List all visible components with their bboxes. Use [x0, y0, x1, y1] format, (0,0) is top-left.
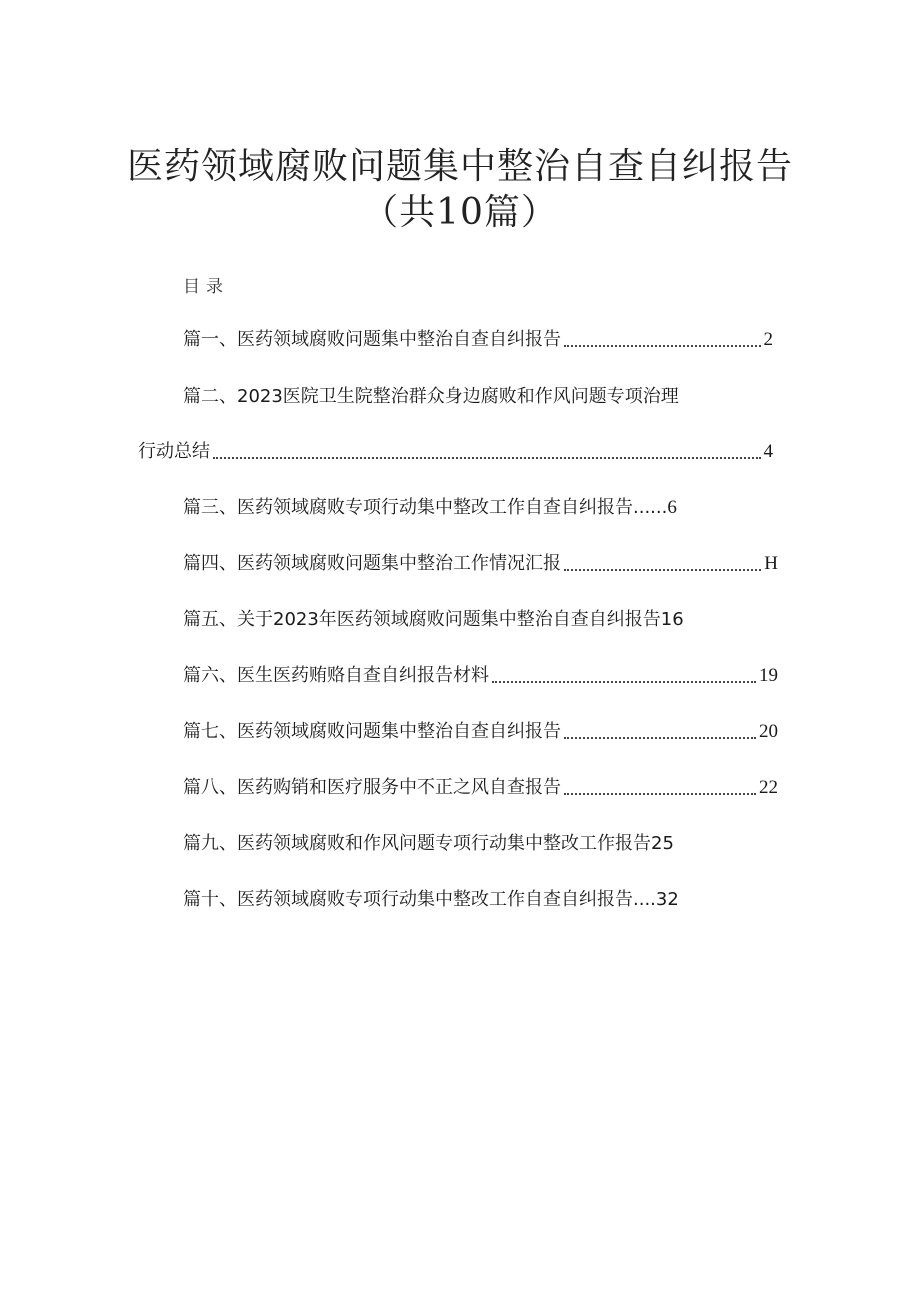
leader-dots [564, 569, 761, 571]
toc-entry-page: H [764, 553, 778, 574]
toc-entry-title: 篇四、医药领域腐败问题集中整治工作情况汇报 [183, 553, 561, 574]
toc-entry[interactable]: 篇十、医药领域腐败专项行动集中整改工作自查自纠报告....32 [183, 889, 679, 910]
toc-entry-page: 4 [763, 441, 773, 462]
leader-dots [492, 681, 756, 683]
toc-entry-title[interactable]: 篇二、2023医院卫生院整治群众身边腐败和作风问题专项治理 [183, 386, 679, 407]
toc-entry-title: 篇六、医生医药贿赂自查自纠报告材料 [183, 665, 489, 686]
toc-entry-title[interactable] [183, 493, 677, 519]
leader-dots [564, 345, 761, 347]
toc-heading: 目录 [183, 277, 229, 297]
toc-entry-text: 篇三、医药领域腐败专项行动集中整改工作自查自纠报告...... [183, 497, 668, 518]
leader-dots [564, 737, 756, 739]
toc-entry-title: 篇八、医药购销和医疗服务中不正之风自查报告 [183, 777, 561, 798]
toc-entry[interactable] [183, 325, 773, 351]
toc-entry[interactable] [183, 661, 778, 687]
toc-entry-page: 19 [759, 665, 778, 686]
toc-entry-title: 篇一、医药领域腐败问题集中整治自查自纠报告 [183, 329, 561, 350]
document-title: 医药领域腐败问题集中整治自查自纠报告 [126, 146, 793, 187]
leader-dots [213, 457, 761, 459]
toc-entry-page: 20 [759, 721, 778, 742]
toc-entry-page: 6 [667, 497, 677, 518]
toc-entry-page: 22 [759, 777, 778, 798]
toc-entry[interactable] [138, 437, 773, 463]
toc-entry-page: 2 [763, 329, 773, 350]
leader-dots [564, 793, 756, 795]
toc-entry-title: 篇七、医药领域腐败问题集中整治自查自纠报告 [183, 721, 561, 742]
toc-entry[interactable] [183, 549, 778, 575]
toc-entry-title-cont: 行动总结 [138, 441, 210, 462]
document-subtitle: （共10篇） [362, 192, 558, 233]
toc-entry[interactable] [183, 717, 778, 743]
toc-entry[interactable]: 篇五、关于2023年医药领域腐败问题集中整治自查自纠报告16 [183, 609, 684, 630]
toc-entry[interactable]: 篇九、医药领域腐败和作风问题专项行动集中整改工作报告25 [183, 833, 674, 854]
toc-entry[interactable] [183, 773, 778, 799]
